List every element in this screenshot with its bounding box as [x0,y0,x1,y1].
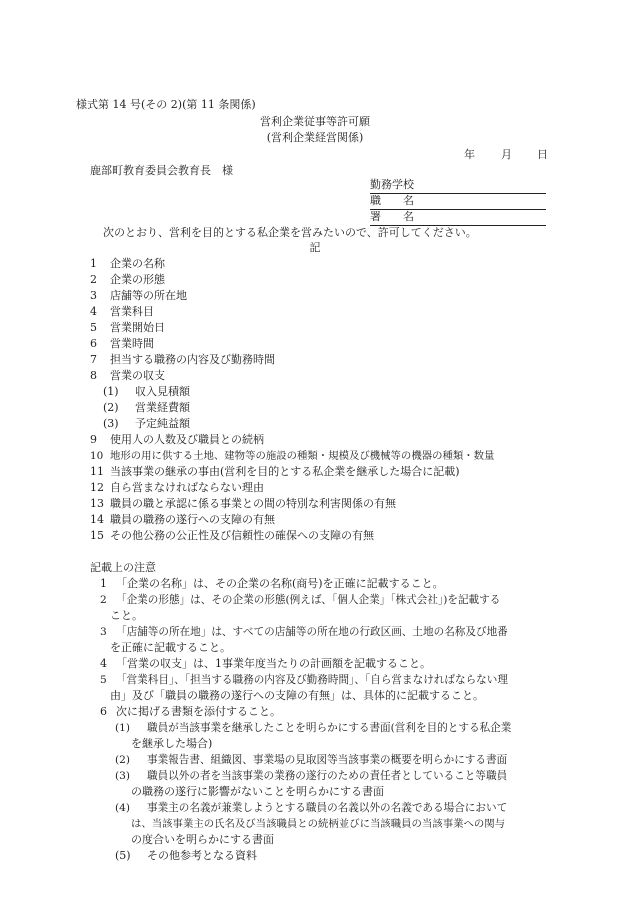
addressee: 鹿部町教育委員会教育長 様 [90,164,233,177]
note-sub-item [115,752,507,768]
note-text: 「企業の形態」は、その企業の形態(例えば、「個人企業」「株式会社」)を記載する [116,594,501,606]
list-item [90,336,154,352]
list-item [90,320,165,336]
item-number: 13 [90,497,104,510]
list-item [90,496,396,512]
item-number: 10 [90,450,104,462]
position-label: 職 名 [370,194,414,207]
list-item [90,352,275,368]
school-label: 勤務学校 [370,178,414,191]
note-text: 「店舗等の所在地」は、すべての店舗等の所在地の行政区画、土地の名称及び地番 [116,626,508,638]
note-number: 2 [100,594,107,606]
list-item [90,464,460,480]
note-sub-item [115,848,257,864]
note-text-continued: 由」及び「職員の職務の遂行への支障の有無」は、具体的に記載すること。 [110,689,484,702]
list-item [90,304,154,320]
item-text: 自ら営まなければならない理由 [110,481,264,494]
list-item [90,288,187,304]
note-text: 「企業の名称」は、その企業の名称(商号)を正確に記載すること。 [116,577,444,590]
list-item [90,256,165,272]
item-text: その他公務の公正性及び信頼性の確保への支障の有無 [110,529,374,542]
item-text: 職員の職と承認に係る事業との間の特別な利害関係の有無 [110,497,396,510]
sub-list-item [103,400,190,416]
note-sub-number: (1) [115,722,131,734]
date-year: 年 [464,148,475,161]
note-text-continued: こと。 [110,609,143,622]
sub-item-number: (1) [103,385,119,398]
note-sub-item [115,768,507,784]
list-item [90,272,165,288]
notes-heading: 記載上の注意 [90,561,156,574]
note-sub-text-continued: は、当該事業主の氏名及び当該職員との続柄並びに当該職員の当該事業への関与 [131,818,506,830]
note-sub-text: 事業主の名義が兼業しようとする職員の名義以外の名義である場合において [147,802,508,814]
name-label: 署 名 [370,210,414,223]
note-sub-text: 職員以外の者を当該事業の業務の遂行のための責任者としていること等職員 [147,770,508,782]
note-text: 「営業科目」、「担当する職務の内容及び勤務時間」、「自ら営まなければならない理 [116,674,508,686]
note-number: 1 [100,577,107,590]
note-number: 4 [100,657,107,670]
list-item [90,480,264,496]
note-sub-number: (3) [115,770,131,782]
sub-item-number: (2) [103,401,119,414]
sub-item-number: (3) [103,417,119,430]
item-number: 8 [90,369,97,382]
note-item [100,704,281,720]
item-number: 6 [90,337,97,350]
item-text: 企業の形態 [110,273,165,286]
item-number: 2 [90,273,97,286]
sub-list-item [103,416,190,432]
item-number: 12 [90,481,104,494]
item-text: 職員の職務の遂行への支障の有無 [110,513,275,526]
sub-item-text: 収入見積額 [135,385,190,398]
item-text: 営業開始日 [110,321,165,334]
date-month: 月 [501,148,512,161]
request-statement: 次のとおり、営利を目的とする私企業を営みたいので、許可してください。 [103,226,477,239]
item-number: 1 [90,257,97,270]
form-number: 様式第 14 号(その 2)(第 11 条関係) [76,98,256,111]
item-text: 店舗等の所在地 [110,289,187,302]
item-number: 3 [90,289,97,302]
date-day: 日 [537,148,548,161]
note-text: 「営業の収支」は、1事業年度当たりの計画額を記載すること。 [116,657,431,670]
item-text: 地形の用に供する土地、建物等の施設の種類・規模及び機械等の機器の種類・数量 [110,450,495,462]
ki-heading: 記 [309,241,321,254]
note-number: 6 [100,705,107,718]
note-item [100,576,444,592]
sub-item-text: 営業経費額 [135,401,190,414]
note-item [100,656,431,672]
item-text: 営業時間 [110,337,154,350]
list-item [90,448,494,464]
item-text: 担当する職務の内容及び勤務時間 [110,353,275,366]
sub-item-text: 予定純益額 [135,417,190,430]
note-number: 5 [100,674,107,686]
item-text: 営業科目 [110,305,154,318]
note-sub-text: 事業報告書、組織図、事業場の見取図等当該事業の概要を明らかにする書面 [147,754,508,766]
note-sub-number: (5) [115,849,131,862]
note-text: 次に掲げる書類を添付すること。 [116,705,281,718]
note-sub-text-continued: を継承した場合) [131,737,213,750]
sub-list-item [103,384,190,400]
item-number: 14 [90,513,104,526]
note-sub-number: (2) [115,754,131,766]
item-text: 企業の名称 [110,257,165,270]
note-sub-text-continued: の職務の遂行に影響がないことを明らかにする書面 [131,785,384,798]
item-number: 11 [90,465,104,478]
item-number: 7 [90,353,97,366]
note-sub-text: 職員が当該事業を継承したことを明らかにする書面(営利を目的とする私企業 [147,722,512,734]
note-sub-number: (4) [115,802,131,814]
item-number: 15 [90,529,104,542]
list-item [90,528,374,544]
note-item [100,672,508,688]
note-sub-item [115,720,511,736]
note-item [100,592,500,608]
item-text: 営業の収支 [110,369,165,382]
item-number: 9 [90,433,97,446]
list-item [90,432,264,448]
note-text-continued: を正確に記載すること。 [110,641,231,654]
item-text: 使用人の人数及び職員との続柄 [110,433,264,446]
note-sub-text-continued: の度合いを明らかにする書面 [131,833,274,846]
item-number: 4 [90,305,97,318]
document-title: 営利企業従事等許可願 [260,115,370,128]
note-sub-text: その他参考となる資料 [147,849,257,862]
note-sub-item [115,800,507,816]
item-number: 5 [90,321,97,334]
list-item [90,512,275,528]
list-item [90,368,165,384]
document-subtitle: (営利企業経営関係) [266,131,364,144]
note-number: 3 [100,626,107,638]
item-text: 当該事業の継承の事由(営利を目的とする私企業を継承した場合に記載) [110,465,460,478]
note-item [100,624,508,640]
